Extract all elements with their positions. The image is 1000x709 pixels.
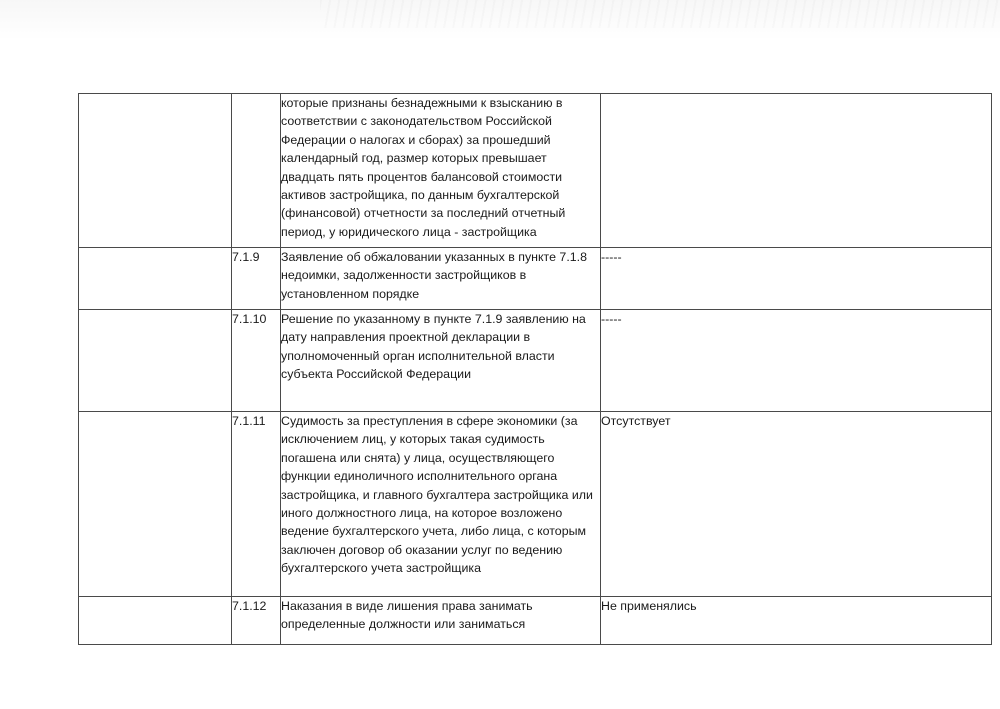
table-row [79,412,992,597]
item-value-cell [601,94,992,248]
item-value-cell: Отсутствует [601,412,992,597]
item-number-cell [232,94,281,248]
item-description-text: Наказания в виде лишения права занимать определенные должности или заниматься [281,599,533,632]
item-value-cell: Не применялись [601,597,992,645]
item-value-cell: ----- [601,310,992,412]
item-description-cell [281,597,601,645]
table-row [79,94,992,248]
item-number-cell: 7.1.11 [232,412,281,597]
table-row [79,248,992,310]
blank-column-cell [79,597,232,645]
item-description-cell [281,94,601,248]
item-description-text: Решение по указанному в пункте 7.1.9 заявлению на дату направления проектной декларации в уполномоченный орган исполнительной власти субъекта Российской Федерации [281,312,586,382]
item-number-cell: 7.1.9 [232,248,281,310]
item-description-cell [281,412,601,597]
blank-column-cell [79,94,232,248]
item-number-cell: 7.1.10 [232,310,281,412]
blank-column-cell [79,412,232,597]
table-row [79,597,992,645]
table-row [79,310,992,412]
item-number-cell: 7.1.12 [232,597,281,645]
blank-column-cell [79,310,232,412]
declaration-table [78,93,992,645]
scan-noise [320,0,1000,28]
item-description-text: Судимость за преступления в сфере экономики (за исключением лиц, у которых такая судимость погашена или снята) у лица, осуществляющего функции единоличного исполнительного органа застройщика, и главного бухгалтера застройщика или иного должностного лица, на которое возложено ведение бухгалтерского учета, либо лица, с которым заключен договор об оказании услуг по ведению бухгалтерского учета застройщика [281,414,593,576]
item-description-cell [281,310,601,412]
item-description-cell [281,248,601,310]
blank-column-cell [79,248,232,310]
item-value-cell: ----- [601,248,992,310]
item-description-text: которые признаны безнадежными к взысканию в соответствии с законодательством Российской Федерации о налогах и сборах) за прошедший календарный год, размер которых превышает двадцать пять процентов балансовой стоимости активов застройщика, по данным бухгалтерской (финансовой) отчетности за последний отчетный период, у юридического лица - застройщика [281,96,566,239]
item-description-text: Заявление об обжаловании указанных в пункте 7.1.8 недоимки, задолженности застройщиков в установленном порядке [281,250,587,301]
